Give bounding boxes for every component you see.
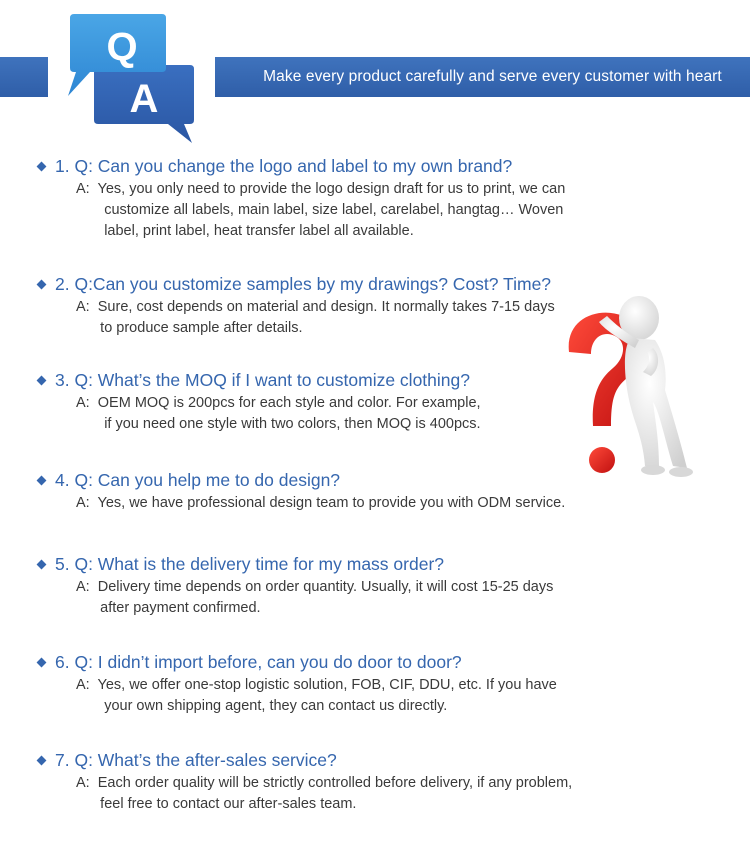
- faq-item-6: [36, 651, 736, 717]
- faq-item-5: [36, 553, 736, 619]
- faq-question: 3. Q: What’s the MOQ if I want to customize clothing?: [36, 369, 736, 391]
- faq-answer: A: Yes, we offer one-stop logistic solution, FOB, CIF, DDU, etc. If you have your own shipping agent, they can contact us directly.: [76, 677, 557, 714]
- faq-question: 7. Q: What’s the after-sales service?: [36, 749, 736, 771]
- diamond-bullet-icon: [37, 375, 47, 385]
- faq-question: 6. Q: I didn’t import before, can you do door to door?: [36, 651, 736, 673]
- diamond-bullet-icon: [37, 657, 47, 667]
- diamond-bullet-icon: [37, 475, 47, 485]
- header-tagline: Make every product carefully and serve every customer with heart: [263, 68, 722, 85]
- diamond-bullet-icon: [37, 559, 47, 569]
- diamond-bullet-icon: [37, 755, 47, 765]
- faq-item-4: [36, 469, 736, 514]
- faq-item-7: [36, 749, 736, 815]
- logo-a-letter: A: [129, 77, 159, 121]
- faq-item-1: [36, 155, 736, 242]
- faq-item-2: [36, 273, 736, 339]
- faq-answer: A: Yes, we have professional design team to provide you with ODM service.: [76, 495, 566, 511]
- faq-answer: A: Sure, cost depends on material and design. It normally takes 7-15 days to produce sample after details.: [76, 299, 555, 336]
- faq-question: 2. Q:Can you customize samples by my drawings? Cost? Time?: [36, 273, 736, 295]
- faq-answer: A: Each order quality will be strictly controlled before delivery, if any problem, feel free to contact our after-sales team.: [76, 775, 573, 812]
- faq-question: 1. Q: Can you change the logo and label to my own brand?: [36, 155, 736, 177]
- faq-answer: A: Yes, you only need to provide the logo design draft for us to print, we can customize all labels, main label, size label, carelabel, hangtag… Woven label, print label, heat transfer label all available.: [76, 181, 566, 239]
- faq-answer: A: Delivery time depends on order quantity. Usually, it will cost 15-25 days after payment confirmed.: [76, 579, 554, 616]
- diamond-bullet-icon: [37, 161, 47, 171]
- logo-q-letter: Q: [106, 25, 138, 69]
- faq-question: 4. Q: Can you help me to do design?: [36, 469, 736, 491]
- diamond-bullet-icon: [37, 279, 47, 289]
- faq-question: 5. Q: What is the delivery time for my mass order?: [36, 553, 736, 575]
- faq-item-3: [36, 369, 736, 435]
- faq-answer: A: OEM MOQ is 200pcs for each style and color. For example, if you need one style with two colors, then MOQ is 400pcs.: [76, 395, 481, 432]
